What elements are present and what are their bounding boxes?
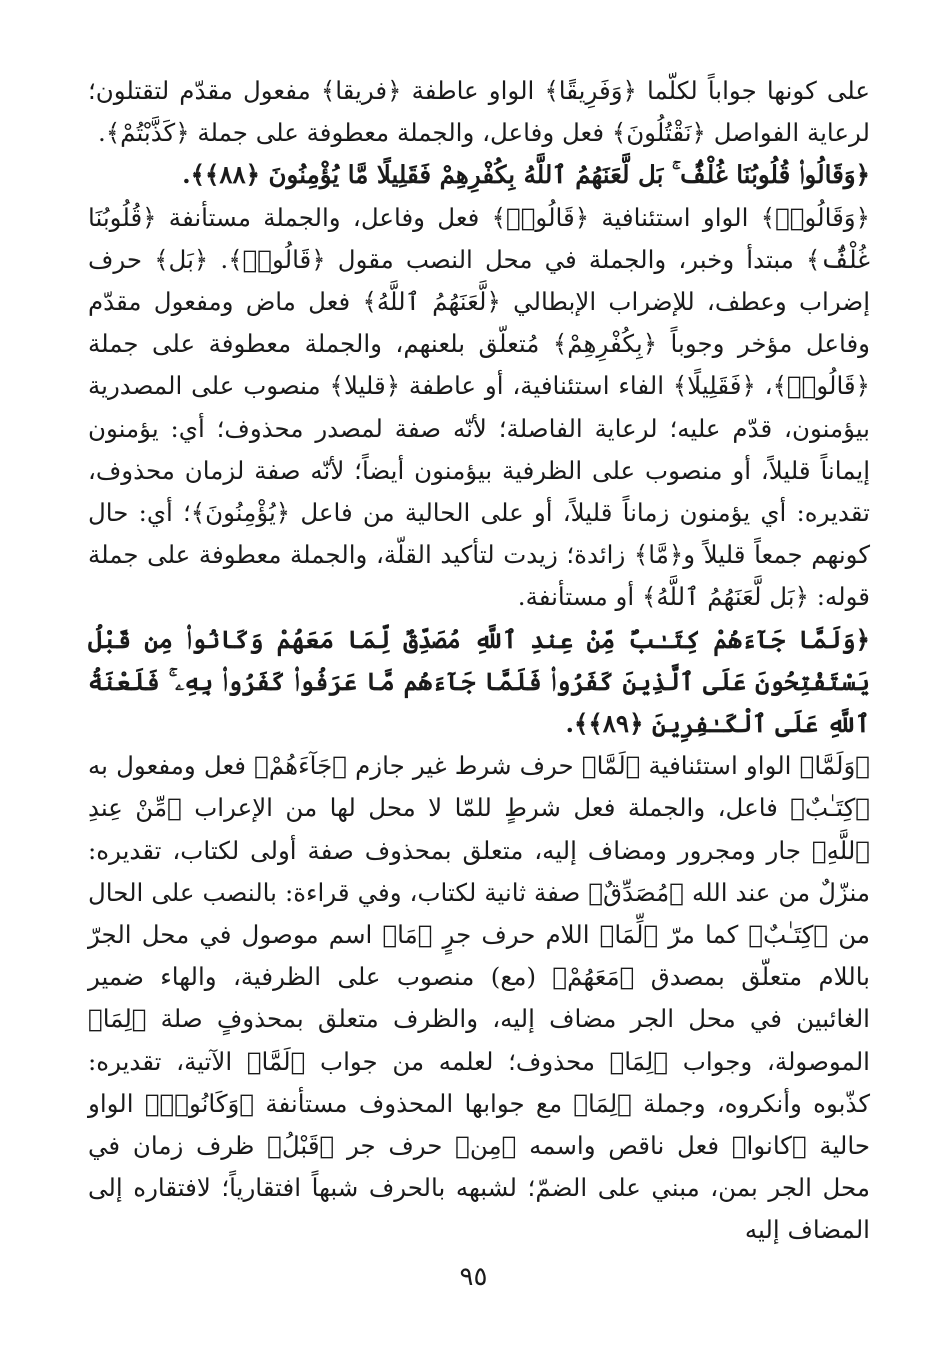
quran-verse-89: ﴿وَلَمَّا جَآءَهُمْ كِتَـٰبٌ مِّنْ عِندِ ٱللَّهِ مُصَدِّقٌ لِّمَا مَعَهُمْ وَكَانُوا۟ مِن قَبْلُ يَسْتَفْتِحُونَ عَلَى ٱلَّذِينَ كَفَرُوا۟ فَلَمَّا جَآءَهُم مَّا عَرَفُوا۟ كَفَرُوا۟ بِهِۦ ۚ فَلَعْنَةُ ٱللَّهِ عَلَى ٱلْكَـٰفِرِينَ ﴿٨٩﴾﴾.	[88, 624, 870, 739]
paragraph-3: ﴿وَلَمَّا﴾ الواو استئنافية ﴿لَمَّا﴾ حرف شرط غير جازم ﴿جَآءَهُمْ﴾ فعل ومفعول به ﴿كِتَـٰبٌ﴾ فاعل، والجملة فعل شرطٍ للمّا لا محل لها من الإعراب ﴿مِّنْ عِندِ ٱللَّهِ﴾ جار ومجرور ومضاف إليه، متعلق بمحذوف صفة أولى لكتاب، تقديره: منزّلٌ من عند الله ﴿مُصَدِّقٌ﴾ صفة ثانية لكتاب، وفي قراءة: بالنصب على الحال من ﴿كِتَـٰبٌ﴾ كما مرّ ﴿لِّمَا﴾ اللام حرف جرٍ ﴿مَا﴾ اسم موصول في محل الجرّ باللام متعلّق بمصدق ﴿مَعَهُمْ﴾ (مع) منصوب على الظرفية، والهاء ضمير الغائبين في محل الجر مضاف إليه، والظرف متعلق بمحذوفٍ صلة ﴿لِمَا﴾ الموصولة، وجواب ﴿لِمَا﴾ محذوف؛ لعلمه من جواب ﴿لَمَّا﴾ الآتية، تقديره: كذّبوه وأنكروه، وجملة ﴿لِمَا﴾ مع جوابها المحذوف مستأنفة ﴿وَكَانُوا۟﴾ الواو حالية ﴿كانوا﴾ فعل ناقص واسمه ﴿مِن﴾ حرف جر ﴿قَبْلُ﴾ ظرف زمان في محل الجر بمن، مبني على الضمّ؛ لشبهه بالحرف شبهاً افتقارياً؛ لافتقاره إلى المضاف إليه	[88, 751, 870, 1245]
paragraph-2: ﴿وَقَالُوا۟﴾ الواو استئنافية ﴿قَالُوا۟﴾ فعل وفاعل، والجملة مستأنفة ﴿قُلُوبُنَا غُلْفٌۢ﴾ مبتدأ وخبر، والجملة في محل النصب مقول ﴿قَالُوا۟﴾. ﴿بَل﴾ حرف إضراب وعطف، للإضراب الإبطالي ﴿لَّعَنَهُمُ ٱللَّهُ﴾ فعل ماض ومفعول مقدّم وفاعل مؤخر وجوباً ﴿بِكُفْرِهِمْ﴾ مُتعلّق بلعنهم، والجملة معطوفة على جملة ﴿قَالُوا۟﴾، ﴿فَقَلِيلًا﴾ الفاء استئنافية، أو عاطفة ﴿قليلا﴾ منصوب على المصدرية بيؤمنون، قدّم عليه؛ لرعاية الفاصلة؛ لأنّه صفة لمصدر محذوف؛ أي: يؤمنون إيماناً قليلاً، أو منصوب على الظرفية بيؤمنون أيضاً؛ لأنّه صفة لزمان محذوف، تقديره: أي يؤمنون زماناً قليلاً، أو على الحالية من فاعل ﴿يُؤْمِنُونَ﴾؛ أي: حال كونهم جمعاً قليلاً و﴿مَّا﴾ زائدة؛ زيدت لتأكيد القلّة، والجملة معطوفة على جملة قوله: ﴿بَل لَّعَنَهُمُ ٱللَّهُ﴾ أو مستأنفة.	[88, 202, 870, 612]
quran-verse-88: ﴿وَقَالُوا۟ قُلُوبُنَا غُلْفٌۢ ۚ بَل لَّعَنَهُمُ ٱللَّهُ بِكُفْرِهِمْ فَقَلِيلًا مَّا يُؤْمِنُونَ ﴿٨٨﴾﴾.	[182, 160, 870, 190]
page-number: ٩٥	[459, 1262, 488, 1292]
page-body	[88, 70, 870, 1252]
paragraph-1: على كونها جواباً لكلّما ﴿وَفَرِيقًا﴾ الواو عاطفة ﴿فريقا﴾ مفعول مقدّم لتقتلون؛ لرعاية الفواصل ﴿نَقْتُلُونَ﴾ فعل وفاعل، والجملة معطوفة على جملة ﴿كَذَّبْتُمْ﴾.	[88, 76, 870, 148]
